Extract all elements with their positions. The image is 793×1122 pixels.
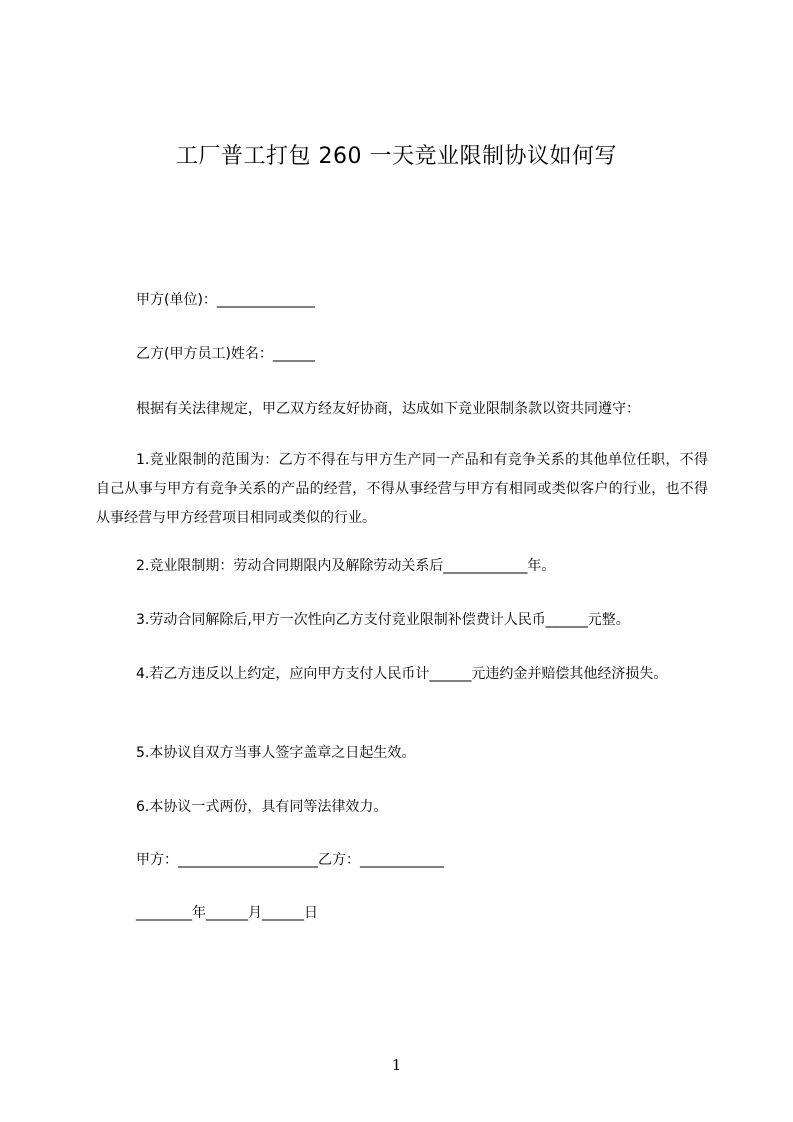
clause-4: 4.若乙方违反以上约定，应向甲方支付人民币计______元违约金并赔偿其他经济损失。: [136, 666, 668, 682]
clause-2: 2.竞业限制期：劳动合同期限内及解除劳动关系后____________年。: [136, 558, 556, 574]
clause-1: 1.竞业限制的范围为：乙方不得在与甲方生产同一产品和有竞争关系的其他单位任职，不得自己从事与甲方有竞争关系的产品的经营，不得从事经营与甲方有相同或类似客户的行业，也不得从事经营与甲方经营项目相同或类似的行业。: [96, 452, 708, 526]
clause-5: 5.本协议自双方当事人签字盖章之日起生效。: [136, 745, 416, 761]
clause-6: 6.本协议一式两份，具有同等法律效力。: [136, 799, 388, 815]
page-number: 1: [391, 1056, 402, 1074]
intro-paragraph: 根据有关法律规定，甲乙双方经友好协商，达成如下竞业限制条款以资共同遵守：: [136, 401, 640, 417]
signature-line: 甲方：____________________乙方：____________: [136, 852, 444, 868]
party-a-line: 甲方(单位)：______________: [136, 292, 315, 308]
date-line: ________年______月______日: [136, 905, 318, 921]
clause-3: 3.劳动合同解除后,甲方一次性向乙方支付竞业限制补偿费计人民币______元整。: [136, 612, 630, 628]
document-title: 工厂普工打包 260 一天竞业限制协议如何写: [176, 144, 617, 169]
party-b-line: 乙方(甲方员工)姓名：______: [136, 346, 315, 362]
